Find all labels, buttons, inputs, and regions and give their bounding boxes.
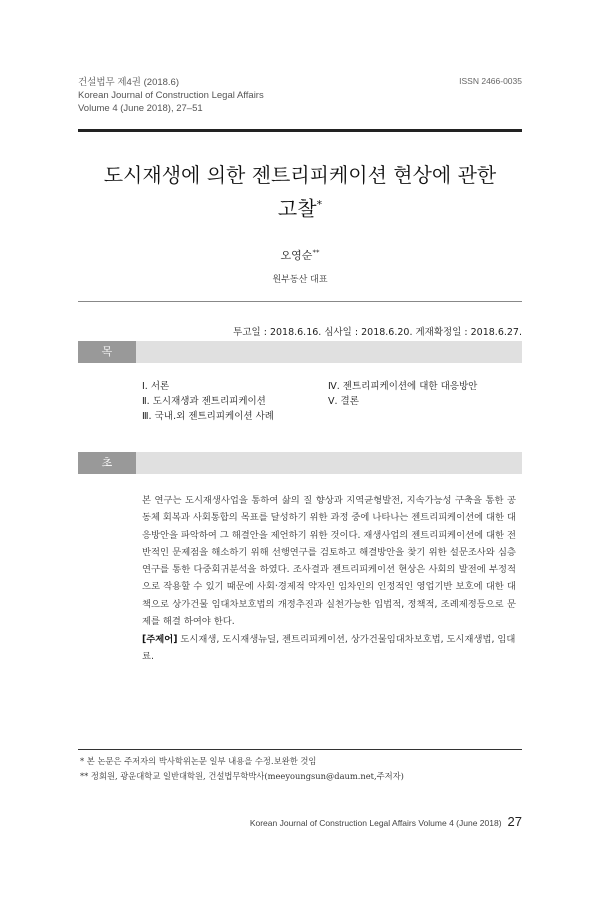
paper-title — [78, 160, 522, 224]
title-line-2 — [78, 190, 522, 224]
journal-volume: Volume 4 (June 2018), 27–51 — [78, 103, 203, 114]
toc-header-bar — [78, 341, 522, 380]
title-line-1: 도시재생에 의한 젠트리피케이션 현상에 관한 — [103, 163, 497, 187]
toc-label: 목 차 — [78, 341, 136, 363]
author-affiliation: 원부동산 대표 — [272, 275, 328, 285]
footnote-1: * 본 논문은 주저자의 박사학위논문 일부 내용을 수정․보완한 것임 — [80, 756, 317, 766]
abstract-body: 본 연구는 도시재생사업을 통하여 삶의 질 향상과 지역균형발전, 지속가능성 구축을 통한 공동체 회복과 사회통합의 목표를 달성하기 위한 과정 중에 나타나는 젠트리피케이션에 대한 대응방안을 파악하여 그 해결안을 제언하기 위한 것이다. 재생사업의 젠트리피케이션에 대한 전반적인 문제점을 해소하기 위해 선행연구를 검토하고 해결방안을 찾기 위한 설문조사와 심층연구를 통한 다중회귀분석을 하였다. 조사결과 젠트리피케이션 현상은 사회의 발전에 부정적으로 작용할 수 있기 때문에 사회·경제적 약자인 임차인의 인정적인 영업기반 보호에 대한 대책으로 상가건물 임대차보호법의 개정추진과 실천가능한 입법적, 정책적, 조례제정등으로 문제를 해결 하여야 한다. — [142, 495, 516, 628]
toc-item: Ⅳ. 젠트리피케이션에 대한 대응방안 — [328, 381, 478, 392]
submission-dates: 투고일 : 2018.6.16. 심사일 : 2018.6.20. 게재확정일 : 2018.6.27. — [233, 327, 522, 338]
issn: ISSN 2466-0035 — [459, 76, 522, 86]
title-footnote-mark: * — [316, 198, 323, 211]
keywords — [142, 631, 516, 666]
toc-item: Ⅰ. 서론 — [142, 381, 170, 392]
toc-right-column — [328, 379, 477, 409]
journal-name-ko: 건설법무 제4권 (2018.6) — [78, 77, 180, 88]
keywords-text: 도시재생, 도시재생뉴딜, 젠트리피케이션, 상가건물임대차보호법, 도시재생법, 임대료. — [142, 634, 516, 663]
author-footnote-mark: ** — [312, 248, 320, 257]
toc-item: Ⅱ. 도시재생과 젠트리피케이션 — [142, 396, 266, 407]
toc-left-column — [142, 379, 274, 424]
toc-item: Ⅲ. 국내․외 젠트리피케이션 사례 — [142, 411, 274, 422]
abstract-label: 초 록 — [78, 452, 136, 474]
footnote-rule — [78, 749, 522, 750]
keywords-label: [주제어] — [142, 634, 178, 645]
footnote-2: ** 정회원, 광운대학교 일반대학원, 건설법무학박사(meeyoungsun@daum.net,주저자) — [80, 771, 404, 781]
abstract-header-bar — [78, 452, 522, 491]
title-line-2-text: 고찰 — [277, 196, 317, 221]
footer-journal: Korean Journal of Construction Legal Affairs Volume 4 (June 2018) — [249, 818, 502, 828]
journal-header — [78, 76, 264, 115]
page-number: 27 — [507, 814, 522, 829]
author — [78, 247, 522, 263]
header-rule — [78, 129, 522, 132]
toc-item: Ⅴ. 결론 — [328, 396, 359, 407]
page-footer — [250, 814, 522, 829]
journal-name-en: Korean Journal of Construction Legal Affairs — [78, 90, 264, 101]
author-name: 오영순 — [280, 249, 313, 262]
title-rule — [78, 301, 522, 302]
